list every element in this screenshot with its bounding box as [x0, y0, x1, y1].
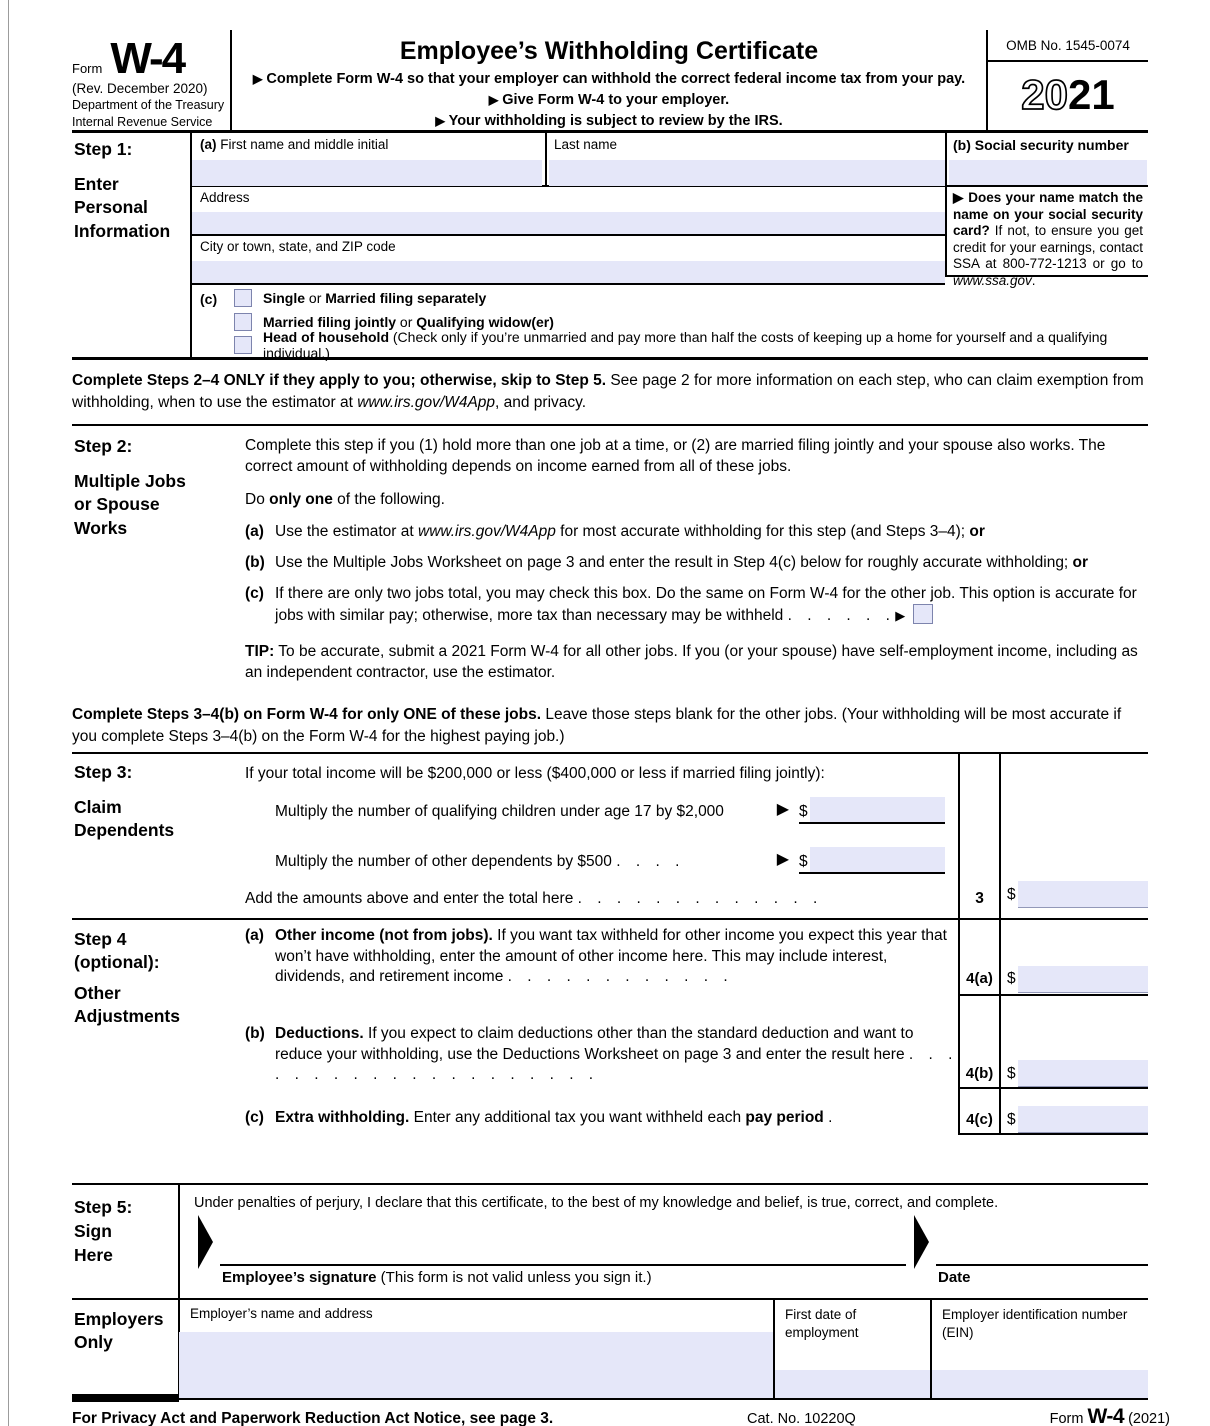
- pointer-icon: ▶: [435, 114, 445, 129]
- option-b-marker: (b): [245, 554, 265, 572]
- step5-label: Step 5:: [74, 1197, 133, 1217]
- notice-bold-text: Complete Steps 2–4 ONLY if they apply to you; otherwise, skip to Step 5.: [72, 372, 607, 389]
- or-bold-text: or: [969, 523, 985, 541]
- city-state-zip-input[interactable]: [192, 261, 945, 283]
- form-identity-block: [72, 30, 230, 130]
- row-4b-number: 4(b): [965, 1065, 994, 1082]
- single-text: Single: [263, 290, 306, 306]
- other-income-bold-text: Other income (not from jobs).: [275, 927, 493, 944]
- year-outline-digits: 20: [1021, 71, 1068, 118]
- deductions-bold-text: Deductions.: [275, 1025, 364, 1042]
- filing-status-head-household-checkbox[interactable]: [234, 336, 252, 354]
- qualifying-children-text: Multiply the number of qualifying children under age 17 by $2,000: [275, 803, 724, 820]
- head-household-note: (Check only if you’re unmarried and pay more than half the costs of keeping up a home for yourself and a qualifying individual.): [263, 329, 1108, 361]
- employer-name-label: Employer’s name and address: [190, 1306, 373, 1321]
- form-year-text: (2021): [1128, 1411, 1170, 1426]
- treasury-dept-label: Department of the Treasury: [72, 98, 225, 112]
- step3-sublabel: Claim Dependents: [74, 797, 175, 841]
- form-number: W-4: [110, 34, 185, 83]
- step1-section: [72, 133, 1148, 360]
- address-label: Address: [200, 190, 250, 205]
- text-run: Use the Multiple Jobs Worksheet on page 3 and enter the result in Step 4(c) below for roughly accurate withholding;: [275, 554, 1073, 572]
- employee-signature-line[interactable]: [220, 1264, 906, 1266]
- option-c-marker: (c): [245, 585, 264, 603]
- pointer-icon: ▶: [776, 851, 789, 868]
- first-name-marker: (a): [200, 137, 217, 152]
- form-title: Employee’s Withholding Certificate: [399, 37, 819, 65]
- signature-bold-text: Employee’s signature: [222, 1269, 377, 1286]
- dollar-sign: $: [799, 803, 808, 820]
- other-dependents-text: [275, 853, 680, 871]
- first-date-employment-input[interactable]: [775, 1370, 930, 1398]
- text-run: for most accurate withholding for this step (and Steps 3–4);: [555, 523, 970, 541]
- dot-leader: . . . .: [616, 853, 681, 870]
- name-row-divider: [545, 133, 547, 185]
- text-run: of the following.: [332, 491, 445, 509]
- row-4a-rule: [958, 994, 1148, 996]
- ssa-note-text: If not, to ensure you get credit for your earnings, contact SSA at 800-772-1213 or go to: [953, 223, 1143, 272]
- page-edge-line: [8, 0, 9, 1426]
- privacy-act-notice: For Privacy Act and Paperwork Reduction Act Notice, see page 3.: [72, 1410, 554, 1426]
- ein-label: Employer identification number (EIN): [942, 1307, 1128, 1340]
- last-name-input[interactable]: [549, 160, 945, 186]
- notice-text: Leave those steps blank for the other jobs. (Your withholding will be most accurate if you complete Steps 3–4(b) on the Form W-4 for the highest paying job.): [72, 706, 1122, 746]
- ssn-cell: [945, 133, 1148, 187]
- step2-option-a: [245, 521, 1150, 542]
- last-name-label: Last name: [554, 137, 618, 152]
- form-instructions: [232, 69, 986, 132]
- dot-leader: . . . . . . . . . . . . . . . . . . . .: [275, 1045, 954, 1084]
- other-dependents-amount: [799, 846, 945, 874]
- notice-bold-text: Complete Steps 3–4(b) on Form W-4 for only ONE of these jobs.: [72, 706, 542, 723]
- instruction-line: [232, 90, 986, 111]
- head-household-text: Head of household: [263, 329, 389, 345]
- employers-only-section: [72, 1300, 1148, 1400]
- ssn-marker: (b): [953, 137, 971, 153]
- step5-label-block: [74, 1195, 174, 1267]
- step3-row-number: 3: [975, 890, 984, 907]
- date-line[interactable]: [936, 1264, 1148, 1266]
- step2-do-only-one: [245, 489, 1150, 510]
- step3-section: [72, 754, 1148, 920]
- tip-text: To be accurate, submit a 2021 Form W-4 for all other jobs. If you (or your spouse) have self-employment income, including as an independent contractor, use the estimator.: [245, 642, 1138, 681]
- pointer-icon: ▶: [895, 608, 906, 624]
- pay-period-bold-text: pay period: [745, 1109, 824, 1126]
- omb-number: OMB No. 1545-0074: [988, 30, 1148, 62]
- step5-here: Here: [74, 1244, 113, 1265]
- pointer-icon: ▶: [776, 801, 789, 818]
- text-run: Do: [245, 491, 270, 509]
- address-input[interactable]: [192, 212, 945, 234]
- deductions-input[interactable]: [1018, 1060, 1148, 1087]
- ssa-note-period: .: [1031, 272, 1036, 288]
- step4-number-column: [958, 920, 1001, 1133]
- step2-option-c: [245, 583, 1150, 626]
- or-text: or: [396, 314, 417, 330]
- dollar-sign: $: [799, 853, 808, 870]
- form-number: W-4: [1087, 1405, 1125, 1426]
- qualifying-children-amount-input[interactable]: [810, 797, 945, 822]
- filing-status-married-jointly-checkbox[interactable]: [234, 313, 252, 331]
- two-jobs-checkbox[interactable]: [913, 604, 933, 624]
- step4-section: [72, 920, 1148, 1183]
- row-4c-number: 4(c): [966, 1111, 993, 1128]
- filing-status-option-head-household: [234, 329, 1148, 361]
- filing-status-area: [192, 285, 1148, 361]
- city-label: City or town, state, and ZIP code: [200, 239, 396, 254]
- ssn-label-text: Social security number: [974, 137, 1129, 153]
- extra-withholding-row: [245, 1108, 958, 1129]
- other-dependents-amount-input[interactable]: [810, 847, 945, 872]
- pointer-icon: ▶: [488, 93, 499, 108]
- form-word: Form: [1049, 1411, 1084, 1426]
- w4app-link: www.irs.gov/W4App: [357, 394, 496, 412]
- or-bold-text: or: [1072, 554, 1089, 572]
- page-footer: [72, 1405, 1170, 1426]
- step2-label: Step 2:: [74, 436, 133, 456]
- dollar-sign: $: [1007, 970, 1016, 987]
- pointer-icon: ▶: [252, 72, 263, 86]
- step2-sublabel: Multiple Jobs or Spouse Works: [74, 471, 186, 538]
- dot-leader: . . . . . . . . . . . . .: [577, 890, 819, 907]
- text-run: Enter any additional tax you want withheld each: [409, 1109, 746, 1126]
- row-4c-rule: [958, 1133, 1148, 1135]
- ein-input[interactable]: [932, 1370, 1148, 1398]
- option-a-marker: (a): [245, 523, 264, 541]
- text-run: Multiply the number of other dependents by $500: [275, 853, 612, 870]
- step2-content: [245, 435, 1150, 683]
- row-c-marker: (c): [245, 1109, 264, 1126]
- ssa-note: [945, 187, 1148, 288]
- instruction-text: Your withholding is subject to review by the IRS.: [448, 113, 783, 130]
- catalog-number: Cat. No. 10220Q: [747, 1411, 856, 1426]
- step2-intro: Complete this step if you (1) hold more than one job at a time, or (2) are married filing jointly and your spouse also works. The correct amount of withholding depends on income earned from all of these jobs.: [245, 437, 1106, 476]
- step5-sign: Sign: [74, 1221, 112, 1242]
- omb-year-block: [988, 30, 1148, 130]
- text-run: If you expect to claim deductions other than the standard deduction and want to reduce your withholding, use the Deductions Worksheet on page 3 and enter the result here: [275, 1025, 914, 1063]
- first-name-input[interactable]: [192, 160, 542, 186]
- step4-sublabel: Other Adjustments: [74, 983, 180, 1027]
- deductions-row: [245, 1024, 958, 1086]
- step3-intro: If your total income will be $200,000 or less ($400,000 or less if married filing jointly):: [245, 765, 825, 782]
- qualifying-children-line: [275, 794, 945, 824]
- step4-label: Step 4 (optional):: [74, 929, 160, 973]
- text-run: If there are only two jobs total, you may check this box. Do the same on Form W-4 for the other job. This option is accurate for jobs with similar pay; otherwise, more tax than necessary may be withheld: [275, 585, 1137, 625]
- row-b-marker: (b): [245, 1025, 265, 1042]
- step5-section: [72, 1183, 1148, 1300]
- step1-label: Step 1:: [74, 139, 133, 159]
- instruction-line: [232, 69, 986, 90]
- steps-2-4-notice: [72, 362, 1148, 426]
- tip-label: TIP:: [245, 642, 275, 660]
- step2-section: [72, 430, 1148, 696]
- other-income-input[interactable]: [1018, 966, 1148, 993]
- notice-text: See page 2 for more information on each step, who can claim exemption from withholding, when to use the estimator at: [72, 372, 1144, 412]
- dot-leader: .: [828, 1109, 834, 1126]
- filing-status-option-single: [234, 287, 486, 309]
- perjury-declaration: Under penalties of perjury, I declare that this certificate, to the best of my knowledge and belief, is true, correct, and complete.: [194, 1195, 999, 1211]
- dot-leader: . . . . . .: [787, 607, 891, 625]
- row-4b-rule: [958, 1087, 1148, 1089]
- text-run: Use the estimator at: [275, 523, 419, 541]
- filing-status-head-household-label: [263, 329, 1148, 361]
- row-a-marker: (a): [245, 927, 264, 944]
- step3-label: Step 3:: [74, 762, 133, 782]
- only-one-text: only one: [269, 491, 333, 509]
- notice-end-text: , and privacy.: [495, 394, 587, 412]
- row-4a-number: 4(a): [966, 970, 993, 987]
- form-year: [988, 71, 1148, 119]
- instruction-line: [232, 111, 986, 132]
- steps-3-4b-notice: [72, 698, 1148, 754]
- text-run: If you want tax withheld for other income you expect this year that won’t have withholding, enter the amount of other income here. This may include interest, dividends, and retirement income: [275, 927, 947, 986]
- ssa-gov-link: www.ssa.gov: [953, 272, 1032, 288]
- other-dependents-line: [275, 844, 945, 874]
- form-word: Form: [72, 61, 103, 76]
- irs-label: Internal Revenue Service: [72, 115, 213, 130]
- other-income-row: [245, 926, 958, 988]
- year-solid-digits: 21: [1068, 71, 1115, 118]
- ssa-note-bold-text: Does your name match the name on your social security card?: [953, 190, 1143, 239]
- city-row: [192, 236, 945, 285]
- dot-leader: . . . . . . . . . . . .: [507, 968, 729, 986]
- step2-tip: [245, 641, 1150, 683]
- qualifying-widow-text: Qualifying widow(er): [416, 314, 554, 330]
- w4app-link: www.irs.gov/W4App: [418, 523, 556, 541]
- step5-divider: [178, 1185, 180, 1298]
- extra-withholding-input[interactable]: [1018, 1106, 1148, 1133]
- form-revision: (Rev. December 2020): [72, 81, 208, 96]
- name-row: [192, 133, 945, 187]
- dollar-sign: $: [1007, 1111, 1016, 1128]
- first-name-label: [200, 137, 388, 152]
- filing-status-marker: (c): [200, 291, 218, 307]
- add-amounts-text: Add the amounts above and enter the total here: [245, 890, 574, 907]
- signature-label: [222, 1269, 652, 1286]
- add-amounts-line: [245, 890, 818, 908]
- or-text: or: [305, 290, 326, 306]
- step1-sublabel: Enter Personal Information: [74, 174, 171, 241]
- first-name-label-text: First name and middle initial: [220, 137, 389, 152]
- filing-status-single-checkbox[interactable]: [234, 289, 252, 307]
- dollar-sign: $: [1007, 886, 1016, 903]
- filing-status-single-label: [263, 290, 486, 306]
- date-pointer-icon: [914, 1215, 929, 1269]
- dollar-sign: $: [1007, 1065, 1016, 1082]
- employer-name-address-input[interactable]: [179, 1332, 773, 1398]
- filing-status-married-jointly-label: [263, 314, 554, 330]
- step2-option-b: [245, 552, 1150, 573]
- signature-pointer-icon: [198, 1215, 213, 1269]
- married-separately-text: Married filing separately: [325, 290, 487, 306]
- ssn-label: [953, 137, 1129, 153]
- qualifying-children-amount: [799, 796, 945, 824]
- address-row: [192, 187, 945, 236]
- form-title-block: [230, 30, 988, 130]
- ssn-input[interactable]: [949, 160, 1147, 185]
- ssa-note-pointer-icon: ▶: [953, 190, 964, 205]
- form-footer-id: [1050, 1405, 1170, 1426]
- instruction-text: Give Form W-4 to your employer.: [502, 92, 730, 109]
- date-label: Date: [938, 1269, 971, 1286]
- employers-only-label: Employers Only: [74, 1309, 164, 1353]
- extra-withholding-bold-text: Extra withholding.: [275, 1109, 410, 1126]
- instruction-text: Complete Form W-4 so that your employer can withhold the correct federal income tax from your pay.: [266, 71, 966, 87]
- signature-note-text: (This form is not valid unless you sign it.): [376, 1269, 652, 1286]
- total-dependents-amount-input[interactable]: [1018, 881, 1148, 908]
- form-header: [72, 30, 1148, 133]
- first-date-employment-label: First date of employment: [785, 1307, 859, 1340]
- employers-thick-rule: [72, 1394, 179, 1402]
- married-jointly-text: Married filing jointly: [263, 314, 397, 330]
